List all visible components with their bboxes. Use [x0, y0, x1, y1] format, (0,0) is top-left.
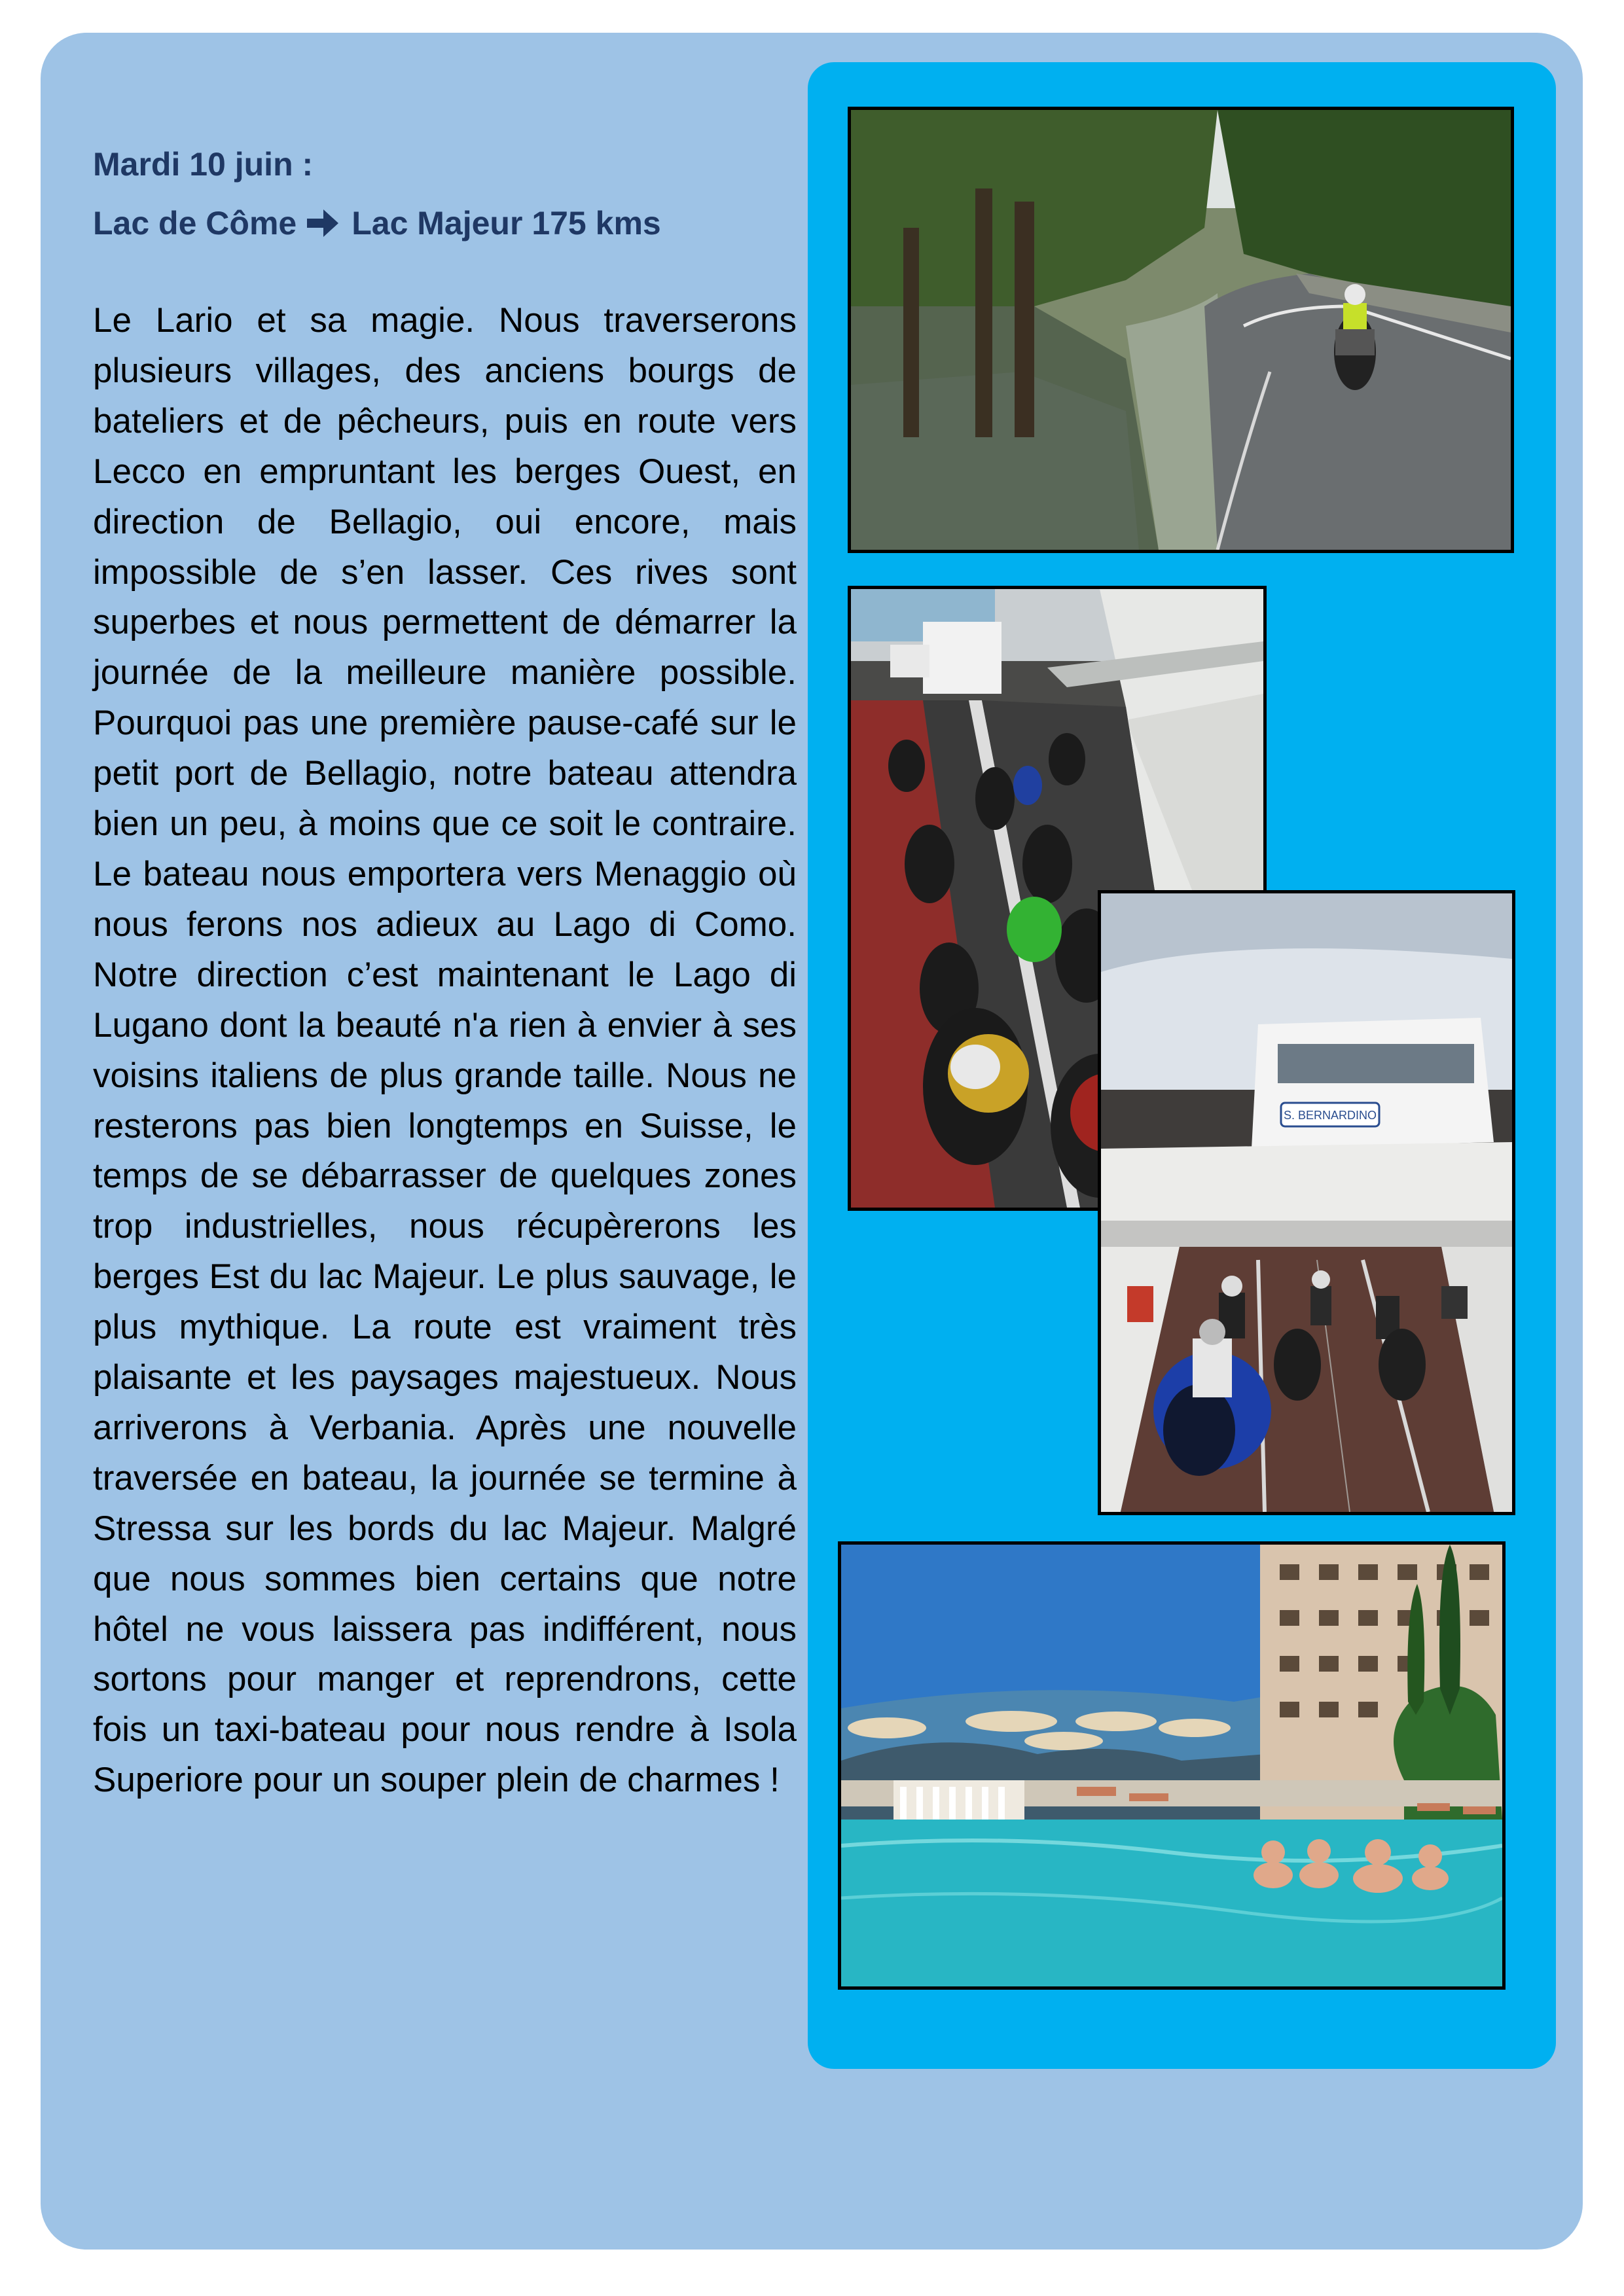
photo-lakeside-road — [848, 107, 1514, 553]
route-to: Lac Majeur 175 kms — [352, 205, 661, 242]
ferry-name-sign: S. BERNARDINO — [1283, 1109, 1377, 1122]
right-arrow-icon — [306, 207, 340, 239]
route-heading — [93, 204, 661, 242]
route-from: Lac de Côme — [93, 205, 297, 242]
itinerary-text: Le Lario et sa magie. Nous traverserons plusieurs villages, des anciens bourgs de bateliers et de pêcheurs, puis en route vers Lecco en empruntant les berges Ouest, en direction de Bellagio, oui encore, mais impossible de s’en lasser. Ces rives sont superbes et nous permettent de démarrer la journée de la meilleure manière possible. Pourquoi pas une première pause-café sur le petit port de Bellagio, notre bateau attendra bien un peu, à moins que ce soit le contraire. Le bateau nous emportera vers Menaggio où nous ferons nos adieux au Lago di Como. Notre direction c’est maintenant le Lago di Lugano dont la beauté n'a rien à envier à ses voisins italiens de plus grande taille. Nous ne resterons pas bien longtemps en Suisse, le temps de se débarrasser de quelques zones trop industrielles, nous récupèrerons les berges Est du lac Majeur. Le plus sauvage, le plus mythique. La route est vraiment très plaisante et les paysages majestueux. Nous arriverons à Verbania. Après une nouvelle traversée en bateau, la journée se termine à Stressa sur les bords du lac Majeur. Malgré que nous sommes bien certains que notre hôtel ne vous laissera pas indifférent, nous sortons pour manger et reprendrons, cette fois un taxi-bateau pour nous rendre à Isola Superiore pour un souper plein de charmes ! — [93, 301, 797, 1800]
photo-ferry-san-bernardino — [1098, 890, 1515, 1515]
photo-hotel-pool — [838, 1541, 1506, 1990]
day-heading: Mardi 10 juin : — [93, 146, 314, 183]
